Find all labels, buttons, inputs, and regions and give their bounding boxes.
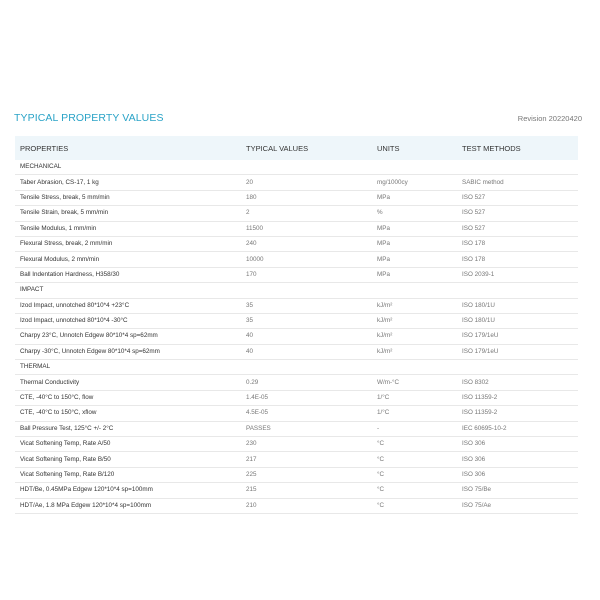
test-method-cell: ISO 306 xyxy=(457,437,578,452)
test-method-cell: ISO 178 xyxy=(457,236,578,251)
section-row xyxy=(15,160,578,175)
section-heading: THERMAL xyxy=(15,360,578,375)
column-header-test-methods: TEST METHODS xyxy=(457,136,578,160)
table-row xyxy=(15,236,578,251)
table-row xyxy=(15,313,578,328)
table-header xyxy=(15,136,578,160)
value-cell: 180 xyxy=(241,190,372,205)
unit-cell: kJ/m² xyxy=(372,313,457,328)
property-cell: Charpy -30°C, Unnotch Edgew 80*10*4 sp=62mm xyxy=(15,344,241,359)
value-cell: 215 xyxy=(241,483,372,498)
test-method-cell: IEC 60695-10-2 xyxy=(457,421,578,436)
test-method-cell: ISO 11359-2 xyxy=(457,406,578,421)
table-row xyxy=(15,175,578,190)
property-cell: Thermal Conductivity xyxy=(15,375,241,390)
unit-cell: MPa xyxy=(372,252,457,267)
value-cell: 240 xyxy=(241,236,372,251)
value-cell: 40 xyxy=(241,344,372,359)
property-cell: Charpy 23°C, Unnotch Edgew 80*10*4 sp=62mm xyxy=(15,329,241,344)
property-cell: Taber Abrasion, CS-17, 1 kg xyxy=(15,175,241,190)
section-heading: IMPACT xyxy=(15,283,578,298)
value-cell: 11500 xyxy=(241,221,372,236)
table-row xyxy=(15,298,578,313)
value-cell: 217 xyxy=(241,452,372,467)
value-cell: 10000 xyxy=(241,252,372,267)
table-row xyxy=(15,390,578,405)
value-cell: 170 xyxy=(241,267,372,282)
test-method-cell: ISO 8302 xyxy=(457,375,578,390)
header-row xyxy=(15,136,578,160)
table-row xyxy=(15,498,578,513)
column-header-units: UNITS xyxy=(372,136,457,160)
property-cell: Izod Impact, unnotched 80*10*4 -30°C xyxy=(15,313,241,328)
test-method-cell: ISO 178 xyxy=(457,252,578,267)
test-method-cell: ISO 306 xyxy=(457,452,578,467)
value-cell: 35 xyxy=(241,313,372,328)
table-row xyxy=(15,267,578,282)
section-heading: MECHANICAL xyxy=(15,160,578,175)
value-cell: 225 xyxy=(241,467,372,482)
unit-cell: °C xyxy=(372,483,457,498)
test-method-cell: ISO 306 xyxy=(457,467,578,482)
test-method-cell: ISO 11359-2 xyxy=(457,390,578,405)
test-method-cell: ISO 180/1U xyxy=(457,298,578,313)
unit-cell: 1/°C xyxy=(372,406,457,421)
header xyxy=(14,111,586,127)
value-cell: 1.4E-05 xyxy=(241,390,372,405)
unit-cell: kJ/m² xyxy=(372,329,457,344)
property-cell: Flexural Stress, break, 2 mm/min xyxy=(15,236,241,251)
table-row xyxy=(15,252,578,267)
property-cell: CTE, -40°C to 150°C, xflow xyxy=(15,406,241,421)
table-body xyxy=(15,160,578,513)
unit-cell: °C xyxy=(372,452,457,467)
property-cell: CTE, -40°C to 150°C, flow xyxy=(15,390,241,405)
column-header-properties: PROPERTIES xyxy=(15,136,241,160)
section-row xyxy=(15,360,578,375)
table-row xyxy=(15,437,578,452)
property-cell: HDT/Be, 0.45MPa Edgew 120*10*4 sp=100mm xyxy=(15,483,241,498)
unit-cell: mg/1000cy xyxy=(372,175,457,190)
unit-cell: 1/°C xyxy=(372,390,457,405)
value-cell: 35 xyxy=(241,298,372,313)
property-cell: Ball Indentation Hardness, H358/30 xyxy=(15,267,241,282)
table-row xyxy=(15,406,578,421)
page-title: TYPICAL PROPERTY VALUES xyxy=(14,112,164,124)
test-method-cell: ISO 527 xyxy=(457,190,578,205)
property-cell: Tensile Stress, break, 5 mm/min xyxy=(15,190,241,205)
revision-label: Revision 20220420 xyxy=(517,114,582,123)
unit-cell: °C xyxy=(372,437,457,452)
table-row xyxy=(15,329,578,344)
unit-cell: % xyxy=(372,206,457,221)
property-cell: Vicat Softening Temp, Rate A/50 xyxy=(15,437,241,452)
value-cell: 4.5E-05 xyxy=(241,406,372,421)
property-cell: Vicat Softening Temp, Rate B/120 xyxy=(15,467,241,482)
table-row xyxy=(15,221,578,236)
property-cell: Ball Pressure Test, 125°C +/- 2°C xyxy=(15,421,241,436)
table-row xyxy=(15,206,578,221)
column-header-typical-values: TYPICAL VALUES xyxy=(241,136,372,160)
unit-cell: °C xyxy=(372,467,457,482)
test-method-cell: SABIC method xyxy=(457,175,578,190)
test-method-cell: ISO 75/Ae xyxy=(457,498,578,513)
table-row xyxy=(15,375,578,390)
value-cell: 210 xyxy=(241,498,372,513)
unit-cell: kJ/m² xyxy=(372,298,457,313)
property-cell: Vicat Softening Temp, Rate B/50 xyxy=(15,452,241,467)
value-cell: PASSES xyxy=(241,421,372,436)
property-cell: Tensile Strain, break, 5 mm/min xyxy=(15,206,241,221)
test-method-cell: ISO 75/Be xyxy=(457,483,578,498)
unit-cell: - xyxy=(372,421,457,436)
value-cell: 2 xyxy=(241,206,372,221)
value-cell: 230 xyxy=(241,437,372,452)
property-cell: Flexural Modulus, 2 mm/min xyxy=(15,252,241,267)
table-row xyxy=(15,344,578,359)
property-cell: HDT/Ae, 1.8 MPa Edgew 120*10*4 sp=100mm xyxy=(15,498,241,513)
unit-cell: °C xyxy=(372,498,457,513)
property-cell: Tensile Modulus, 1 mm/min xyxy=(15,221,241,236)
section-row xyxy=(15,283,578,298)
value-cell: 0.29 xyxy=(241,375,372,390)
unit-cell: MPa xyxy=(372,221,457,236)
table-row xyxy=(15,483,578,498)
property-table xyxy=(15,136,578,514)
test-method-cell: ISO 527 xyxy=(457,206,578,221)
value-cell: 20 xyxy=(241,175,372,190)
unit-cell: kJ/m² xyxy=(372,344,457,359)
property-cell: Izod Impact, unnotched 80*10*4 +23°C xyxy=(15,298,241,313)
test-method-cell: ISO 179/1eU xyxy=(457,329,578,344)
test-method-cell: ISO 180/1U xyxy=(457,313,578,328)
unit-cell: MPa xyxy=(372,236,457,251)
table-row xyxy=(15,452,578,467)
table-row xyxy=(15,190,578,205)
value-cell: 40 xyxy=(241,329,372,344)
table-row xyxy=(15,421,578,436)
test-method-cell: ISO 527 xyxy=(457,221,578,236)
test-method-cell: ISO 2039-1 xyxy=(457,267,578,282)
unit-cell: W/m-°C xyxy=(372,375,457,390)
unit-cell: MPa xyxy=(372,190,457,205)
table-row xyxy=(15,467,578,482)
test-method-cell: ISO 179/1eU xyxy=(457,344,578,359)
unit-cell: MPa xyxy=(372,267,457,282)
